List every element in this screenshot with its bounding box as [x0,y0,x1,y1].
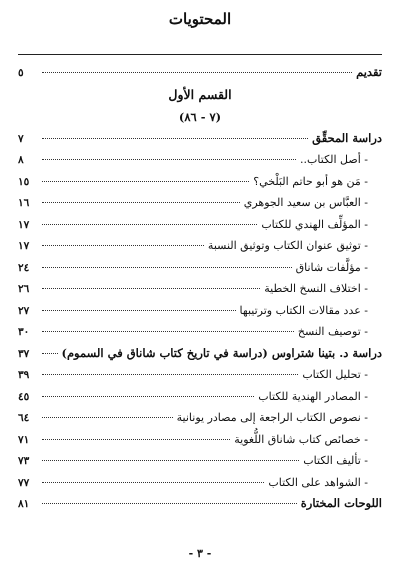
dot-leader [42,202,240,203]
dot-leader [42,439,230,440]
toc-entry-page: ٦٤ [18,412,30,424]
toc-entry-label: - خصائص كتاب شاناق اللُّغوية [234,432,368,446]
toc-entry-label: دراسة المحقِّق [312,130,382,145]
toc-entry [18,171,382,193]
toc-intro-list [18,62,382,84]
dot-leader [42,72,352,73]
dot-leader [42,503,297,504]
toc-entry-label: - مَن هو أبو حاتم البَلْخي؟ [253,174,368,188]
toc-entry [18,450,382,472]
dot-leader [42,245,204,246]
toc-entry [18,278,382,300]
toc-entry-label: - اختلاف النسخ الخطية [264,282,368,295]
toc-entry [18,386,382,408]
dot-leader [42,159,296,160]
dot-leader [42,396,254,397]
toc-entry-page: ١٥ [18,175,30,188]
toc-entry-label: - عدد مقالات الكتاب وترتيبها [239,303,368,317]
toc-entry-label: - المصادر الهندية للكتاب [258,389,368,403]
dot-leader [42,288,260,289]
section-title: القسم الأول [168,86,232,102]
toc-entry [18,257,382,279]
toc-entry [18,321,382,343]
section-page-range: (٧ - ٨٦) [178,109,222,124]
toc-entry-label: - الشواهد على الكتاب [268,475,368,489]
toc-entry-page: ٤٥ [18,390,30,403]
toc-entry [18,493,382,515]
toc-entry-label: دراسة د. بتينا شتراوس (دراسة في تاريخ كتاب شاناق في السموم) [61,345,382,360]
toc-entry [18,343,382,365]
toc-entry-page: ٧ [18,132,24,145]
toc-entry-page: ٧٣ [18,455,30,467]
toc-entry [18,192,382,214]
toc-entry-page: ١٧ [18,240,30,252]
dot-leader [42,224,257,225]
toc-entry-label: تقديم [356,65,382,79]
dot-leader [42,267,292,268]
toc-entry-label: - أصل الكتاب.. [300,153,368,166]
dot-leader [42,353,58,354]
toc-entry-label: - توصيف النسخ [297,325,368,338]
toc-entry [18,407,382,429]
toc-entry [18,472,382,494]
dot-leader [42,331,294,332]
toc-entry-page: ٣٠ [18,326,30,338]
toc-entry-page: ٣٧ [18,347,30,360]
dot-leader [42,310,236,311]
dot-leader [42,482,264,483]
toc-entry-page: ٢٧ [18,304,30,317]
toc-entry-page: ٥ [18,67,24,79]
toc-entry-label: اللوحات المختارة [300,496,382,510]
dot-leader [42,460,299,461]
toc-entry-label: - العبَّاس بن سعيد الجوهري [243,196,368,209]
page-number: - ٣ - [188,547,212,560]
dot-leader [42,417,173,418]
toc-entry [18,128,382,150]
header-rule [18,54,382,55]
toc-entry-page: ٧١ [18,433,30,446]
toc-entry-page: ٧٧ [18,476,30,489]
toc-entry-label: - مؤلَّفات شاناق [295,260,368,274]
toc-entry-label: - نصوص الكتاب الراجعة إلى مصادر يونانية [176,411,368,424]
dot-leader [42,181,249,182]
toc-entry-page: ١٧ [18,218,30,231]
toc-entry-list [18,128,382,515]
toc-entry [18,429,382,451]
toc-entry-label: - توثيق عنوان الكتاب وتوثيق النسبة [207,239,368,252]
toc-entry-page: ٢٤ [18,261,30,274]
toc-entry [18,149,382,171]
page-title: المحتويات [168,10,232,28]
toc-entry-page: ٢٦ [18,283,30,295]
toc-entry-label: - تأليف الكتاب [303,454,368,467]
toc-entry [18,364,382,386]
toc-entry-label: - تحليل الكتاب [302,368,368,381]
toc-entry [18,235,382,257]
table-of-contents [18,62,382,515]
toc-entry-label: - المؤلِّف الهندي للكتاب [261,217,368,231]
toc-entry [18,214,382,236]
toc-entry [18,62,382,84]
toc-entry-page: ٣٩ [18,369,30,381]
dot-leader [42,138,308,139]
toc-entry-page: ١٦ [18,197,30,209]
toc-entry-page: ٨١ [18,498,30,510]
dot-leader [42,374,298,375]
toc-entry [18,300,382,322]
toc-entry-page: ٨ [18,154,24,166]
